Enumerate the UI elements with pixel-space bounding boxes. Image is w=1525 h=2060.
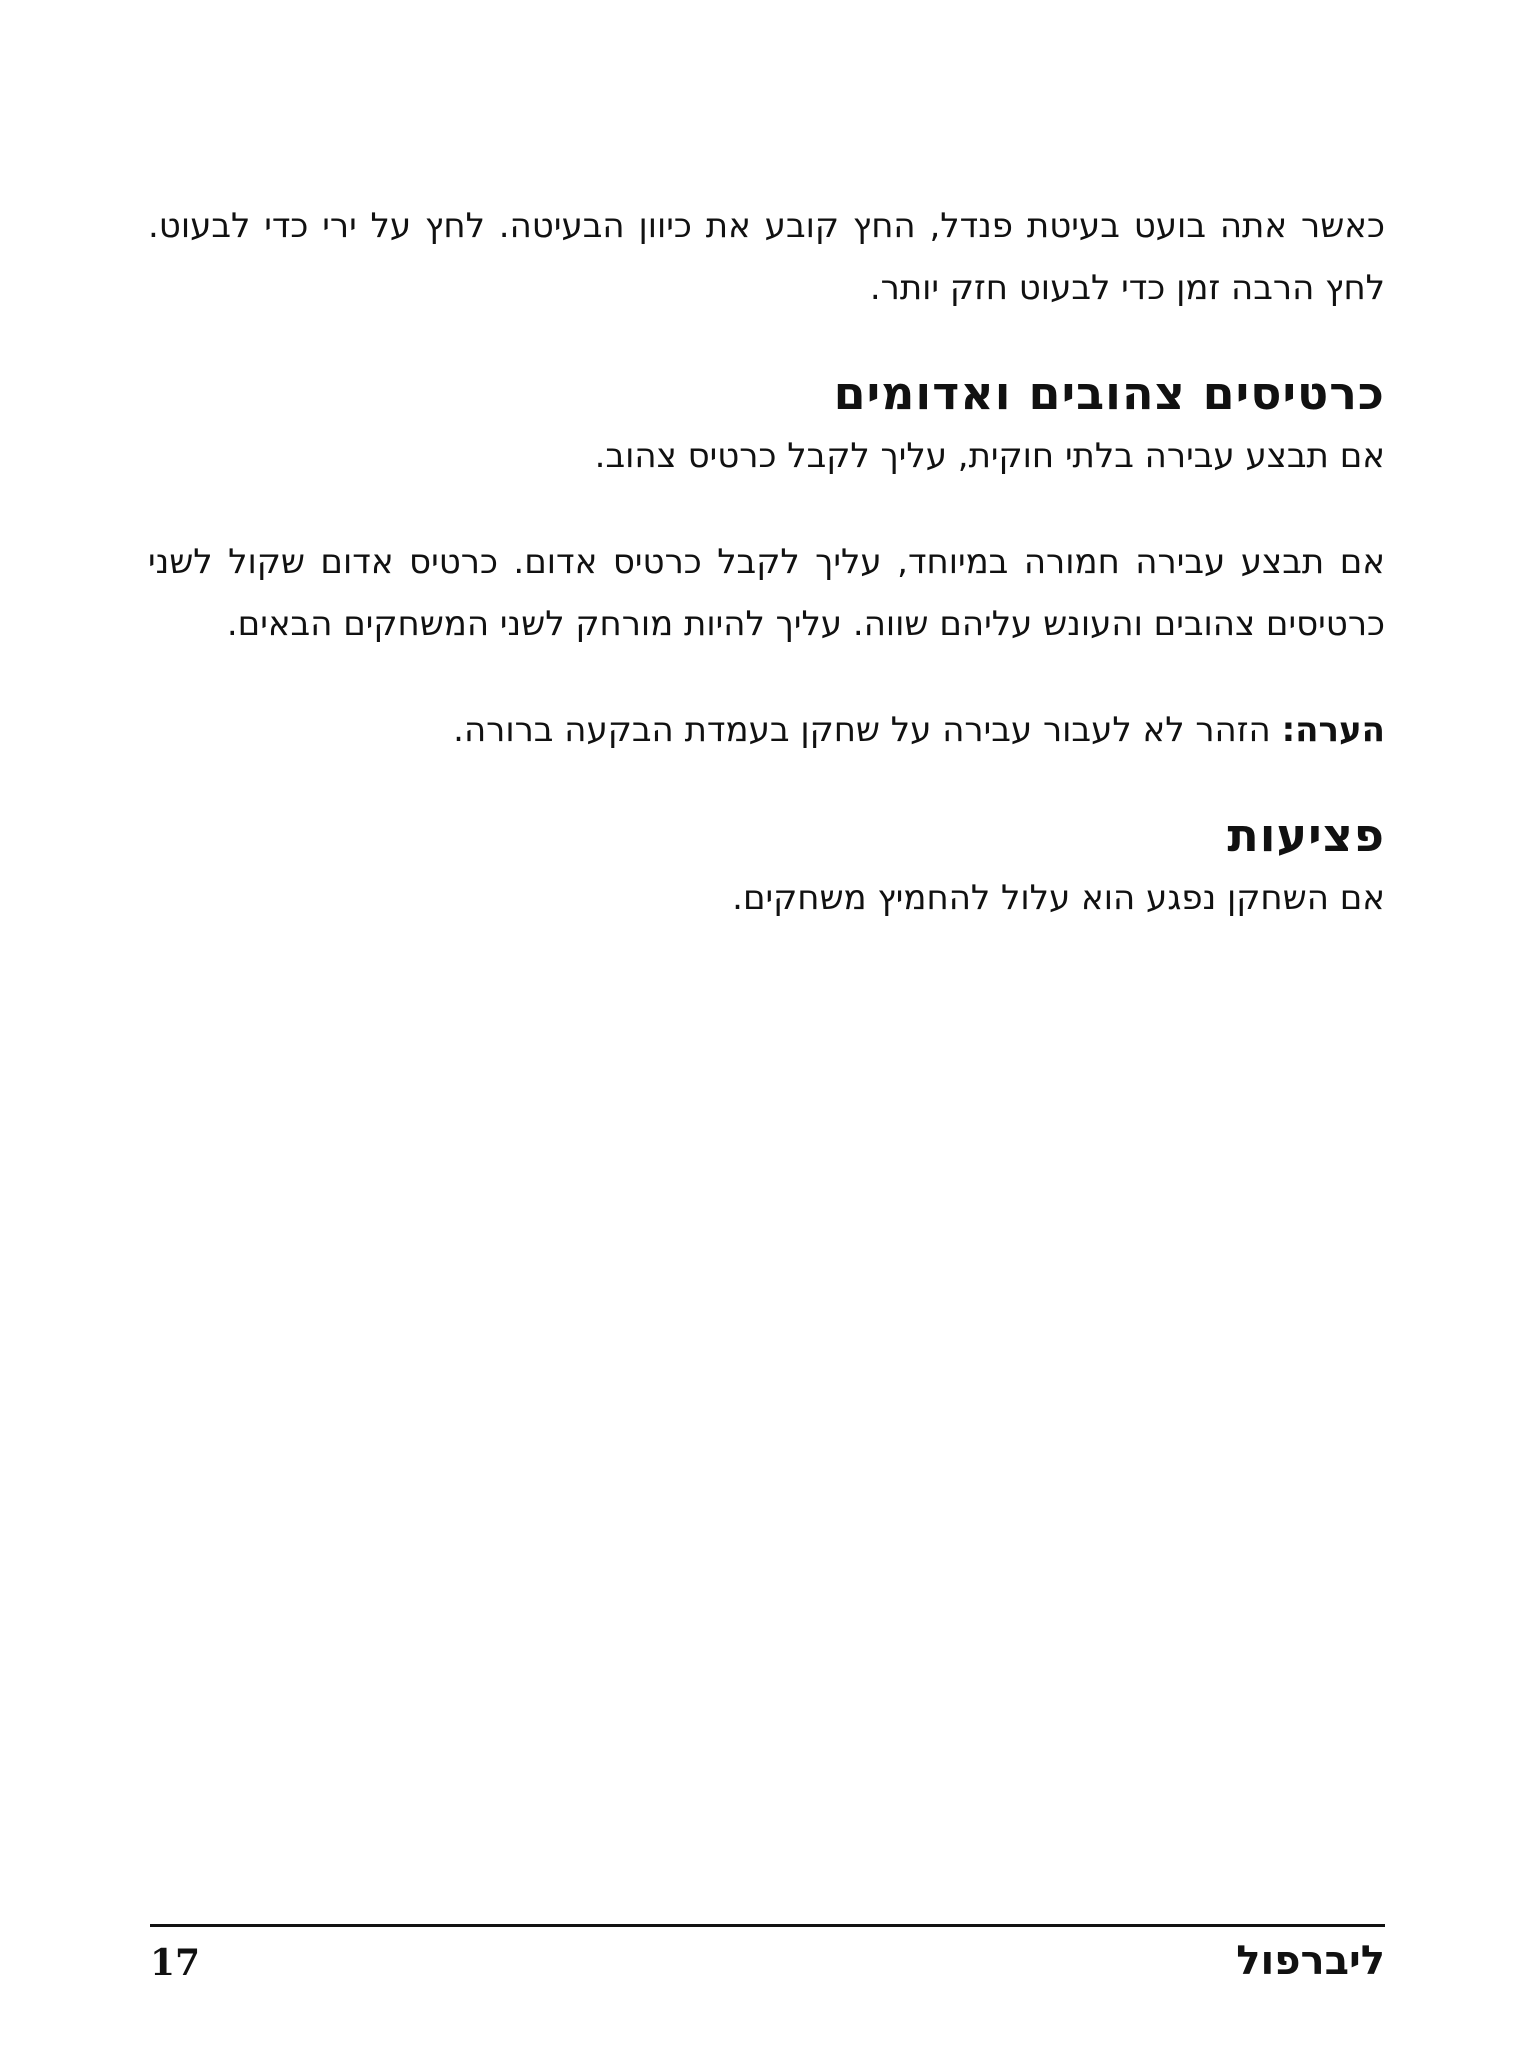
injuries-paragraph: אם השחקן נפגע הוא עלול להחמיץ משחקים. <box>732 878 1385 918</box>
page-number: 17 <box>150 1942 201 1984</box>
page-body <box>148 195 1385 929</box>
intro-paragraph: כאשר אתה בועט בעיטת פנדל, החץ קובע את כיוון הבעיטה. לחץ על ירי כדי לבעוט. לחץ הרבה זמן כדי לבעוט חזק יותר. <box>148 206 1385 308</box>
note-paragraph <box>148 699 1385 761</box>
note-text: הזהר לא לעבור עבירה על שחקן בעמדת הבקעה ברורה. <box>453 710 1282 750</box>
injuries-heading: פציעות <box>1227 808 1385 862</box>
cards-heading: כרטיסים צהובים ואדומים <box>833 366 1385 420</box>
red-card-paragraph: אם תבצע עבירה חמורה במיוחד, עליך לקבל כרטיס אדום. כרטיס אדום שקול לשני כרטיסים צהובים והעונש עליהם שווה. עליך להיות מורחק לשני המשחקים הבאים. <box>148 542 1385 644</box>
footer-divider <box>150 1924 1385 1927</box>
footer-title: ליברפול <box>1236 1938 1385 1984</box>
note-label: הערה: <box>1281 710 1385 750</box>
yellow-card-paragraph: אם תבצע עבירה בלתי חוקית, עליך לקבל כרטיס צהוב. <box>594 436 1385 476</box>
